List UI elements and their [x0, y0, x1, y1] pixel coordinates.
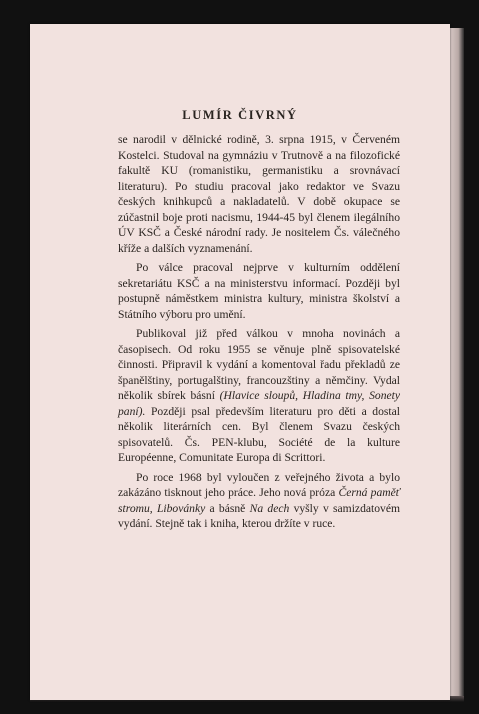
- author-biography: [118, 132, 400, 536]
- bio-paragraph-4: [118, 470, 400, 532]
- bio-paragraph-2: Po válce pracoval nejprve v kulturním oddělení sekretariátu KSČ a na ministerstvu informací. Později byl postupně náměstkem ministra kultury, ministra školství a Státního výboru pro umění.: [118, 261, 400, 321]
- bio-paragraph-3: [118, 326, 400, 466]
- bio-paragraph-3-text-after: Později psal především literaturu pro děti a dostal několik literárních cen. Byl členem Svazu českých spisovatelů. Čs. PEN-klubu, Société de la kulture Européenne, Comunitate Europa di Scrittori.: [118, 404, 400, 464]
- book-back-cover: [30, 24, 450, 700]
- bio-paragraph-4-prose-titles: Černá paměť stromu, Libovánky: [118, 486, 400, 515]
- bio-paragraph-4-text-middle: a básně: [205, 501, 250, 515]
- book-spine-edge: [450, 28, 464, 696]
- author-name: LUMÍR ČIVRNÝ: [182, 108, 298, 122]
- bio-paragraph-1: se narodil v dělnické rodině, 3. srpna 1915, v Červeném Kostelci. Studoval na gymnáziu v Trutnově a na filozofické fakultě KU (romanistiku, germanistiku a srovnávací literaturu). Po studiu pracoval jako redaktor ve Svazu českých knihkupců a nakladatelů. V době okupace se zúčastnil boje proti nacismu, 1944-45 byl členem ilegálního ÚV KSČ a České národní rady. Je nositelem Čs. válečného kříže a dalších vyznamenání.: [118, 133, 400, 255]
- bio-paragraph-4-text-after: vyšly v samizdatovém vydání. Stejně tak i kniha, kterou držíte v ruce.: [118, 501, 400, 530]
- bio-paragraph-4-poem-title: Na dech: [249, 501, 290, 515]
- bio-paragraph-3-text-before: Publikoval již před válkou v mnoha novinách a časopisech. Od roku 1955 se věnuje plně spisovatelské činnosti. Připravil k vydání a komentoval řadu překladů ze španělštiny, portugalštiny, francouzštiny a němčiny. Vydal několik sbírek básní: [118, 327, 400, 402]
- bio-paragraph-4-text-before: Po roce 1968 byl vyloučen z veřejného života a bylo zakázáno tisknout jeho práce. Jeho nová próza: [118, 470, 400, 499]
- bio-paragraph-3-poetry-titles: (Hlavice sloupů, Hladina tmy, Sonety paní).: [118, 389, 401, 418]
